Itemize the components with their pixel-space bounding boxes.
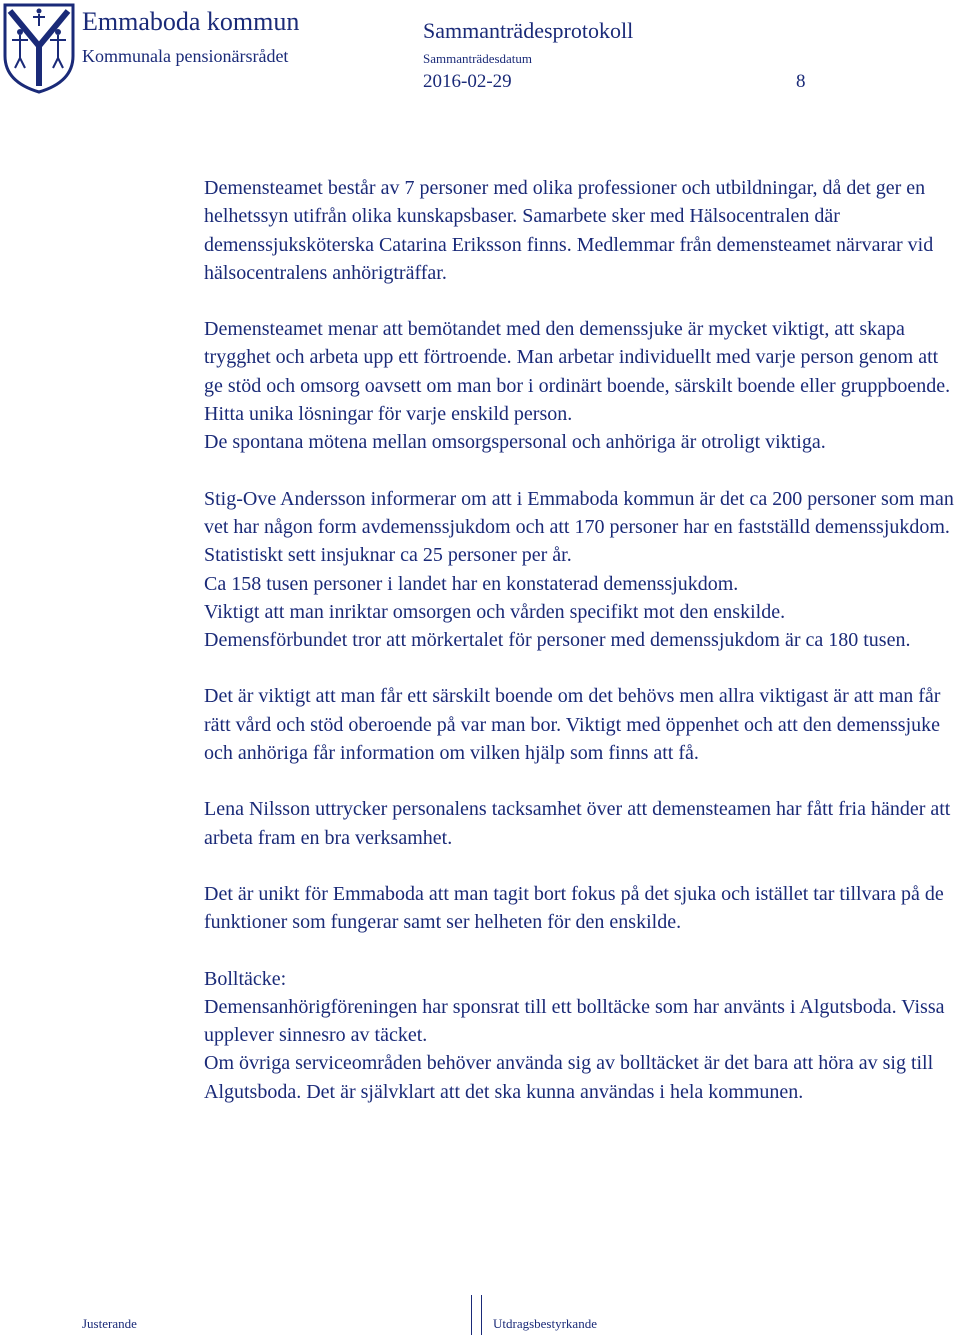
municipal-coat-of-arms-icon xyxy=(2,2,76,94)
meeting-date: 2016-02-29 xyxy=(423,71,512,92)
adjuster-signature-label: Justerande xyxy=(82,1316,137,1331)
meeting-date-label: Sammanträdesdatum xyxy=(423,51,533,66)
paragraph: Demensförbundet tror att mörkertalet för personer med demenssjukdom är ca 180 tusen. xyxy=(204,629,911,652)
organization-name: Emmaboda kommun xyxy=(82,7,300,36)
paragraph: De spontana mötena mellan omsorgspersonal och anhöriga är otroligt viktiga. xyxy=(204,431,826,454)
extract-certifier-label: Utdragsbestyrkande xyxy=(493,1316,597,1331)
paragraph: Demensteamet menar att bemötandet med den demenssjuke är mycket viktigt, att skapa trygghet och arbeta upp ett förtroende. Man arbetar individuellt med varje person genom att ge stöd och omsorg oavsett om man bor i ordinärt boende, särskilt boende eller gruppboende. Hitta unika lösningar för varje enskild person. xyxy=(204,318,951,426)
organization-department: Kommunala pensionärsrådet xyxy=(82,46,289,66)
paragraph: Om övriga serviceområden behöver använda sig av bolltäcket är det bara att höra av sig till Algutsboda. Det är självklart att det ska kunna användas i hela kommunen. xyxy=(204,1052,934,1103)
paragraph: Demensteamet består av 7 personer med olika professioner och utbildningar, då det ger en helhetssyn utifrån olika kunskapsbaser. Samarbete sker med Hälsocentralen där demenssjuksköterska Catarina Eriksson finns. Medlemmar från demensteamet närvarar vid hälsocentralens anhörigträffar. xyxy=(204,177,934,284)
paragraph: Demensanhörigföreningen har sponsrat till ett bolltäcke som har använts i Algutsboda. Vissa upplever sinnesro av täcket. xyxy=(204,995,945,1047)
paragraph: Det är unikt för Emmaboda att man tagit bort fokus på det sjuka och istället tar tillvara på de funktioner som fungerar samt ser helheten för den enskilde. xyxy=(204,882,944,934)
paragraph: Viktigt att man inriktar omsorgen och vården specifikt mot den enskilde. xyxy=(204,600,786,623)
paragraph: Ca 158 tusen personer i landet har en konstaterad demenssjukdom. xyxy=(204,572,739,595)
page-number: 8 xyxy=(796,71,806,92)
signature-divider xyxy=(481,1295,482,1335)
protocol-body xyxy=(204,174,956,1106)
section-heading: Bolltäcke: xyxy=(204,967,287,990)
paragraph: Lena Nilsson uttrycker personalens tacksamhet över att demensteamen har fått fria händer att arbeta fram en bra verksamhet. xyxy=(204,798,951,849)
paragraph: Det är viktigt att man får ett särskilt boende om det behövs men allra viktigast är att man får rätt vård och stöd oberoende på var man bor. Viktigt med öppenhet och att den demenssjuke och anhöriga får information om vilken hjälp som finns att få. xyxy=(204,685,941,765)
document-type: Sammanträdesprotokoll xyxy=(423,18,634,43)
paragraph: Stig-Ove Andersson informerar om att i Emmaboda kommun är det ca 200 personer som man vet har någon form avdemenssjukdom och att 170 personer har en fastställd demenssjukdom. Statistiskt sett insjuknar ca 25 personer per år. xyxy=(204,487,954,567)
signature-divider xyxy=(471,1295,472,1335)
